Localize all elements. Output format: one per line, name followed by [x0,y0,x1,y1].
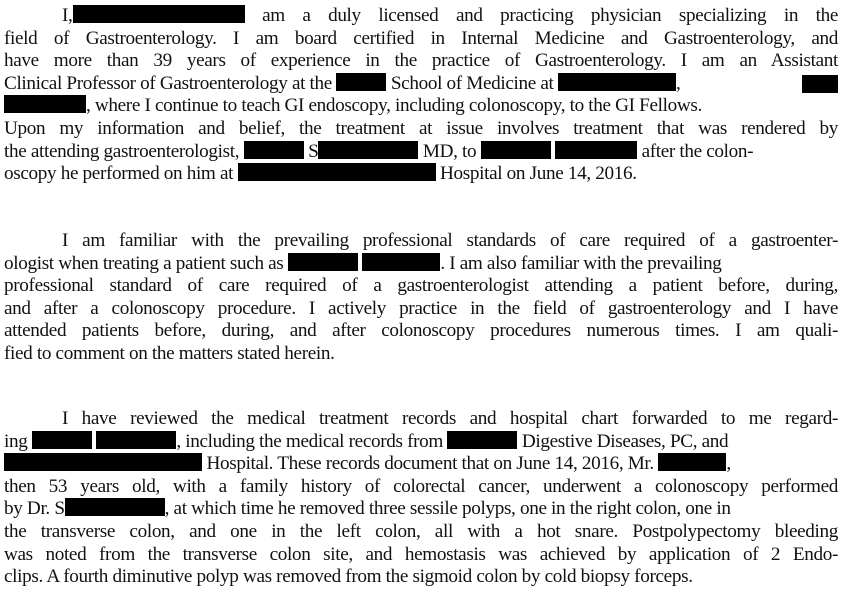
text-line [4,5,838,28]
text-fragment: Upon my information and belief, the treatment at issue involves treatment that was rendered by [4,117,838,139]
redaction-box [32,431,92,449]
text-fragment: fied to comment on the matters stated herein. [4,342,335,364]
text-fragment: Hospital. These records document that on June 14, 2016, Mr. [206,453,654,475]
text-fragment: MD, to [422,140,477,162]
text-line [4,566,838,589]
text-fragment: the transverse colon, and one in the left colon, all with a hot snare. Postpolypectomy bleeding [4,520,838,542]
redaction-box [318,141,418,159]
text-fragment: am a duly licensed and practicing physician specializing in the [262,5,839,26]
text-fragment: field of Gastroenterology. I am board certified in Internal Medicine and Gastroenterology, and [4,27,838,49]
redaction-box [96,431,176,449]
redaction-box [288,253,358,271]
text-line [4,95,838,118]
text-fragment: ing [4,430,28,452]
redaction-box [555,141,637,159]
paragraph-credentials [4,5,838,186]
text-fragment: S [308,140,319,162]
text-fragment: by Dr. S [4,498,65,520]
text-line [4,408,838,431]
text-fragment: , [726,453,731,475]
redaction-box [802,75,838,93]
text-line [4,431,838,454]
text-fragment: Clinical Professor of Gastroenterology at the [4,72,332,94]
text-fragment: I have reviewed the medical treatment records and hospital chart forwarded to me regard- [62,408,838,429]
text-fragment: School of Medicine at [390,72,554,94]
text-line [4,73,838,96]
text-fragment: Hospital on June 14, 2016. [440,163,637,185]
redaction-box [73,5,245,23]
redaction-box [558,73,676,91]
redaction-box [65,498,165,516]
text-line [4,275,838,298]
text-line [4,498,838,521]
text-fragment: the attending gastroenterologist, [4,140,240,162]
redaction-box [4,453,202,471]
redaction-box [4,95,86,113]
redaction-box [362,253,440,271]
paragraph-records-review [4,408,838,589]
text-fragment: was noted from the transverse colon site, and hemostasis was achieved by application of 2 Endo- [4,543,838,565]
text-line [4,141,838,164]
text-line [4,118,838,141]
text-fragment: then 53 years old, with a family history of colorectal cancer, underwent a colonoscopy performed [4,475,838,497]
text-fragment: ologist when treating a patient such as [4,252,284,274]
redaction-box [481,141,551,159]
text-line [4,50,838,73]
text-fragment: , [675,72,681,94]
text-fragment: , including the medical records from [176,430,443,452]
text-fragment: I, [62,5,73,26]
text-fragment: oscopy he performed on him at [4,163,234,185]
text-fragment: . I am also familiar with the prevailing [440,252,722,274]
text-fragment: , where I continue to teach GI endoscopy, including colonoscopy, to the GI Fellows. [86,95,702,117]
text-line [4,163,838,186]
text-fragment: I am familiar with the prevailing professional standards of care required of a gastroenter- [62,230,838,251]
text-line [4,521,838,544]
redaction-box [238,163,436,181]
text-fragment: clips. A fourth diminutive polyp was removed from the sigmoid colon by cold biopsy forceps. [4,566,693,588]
text-fragment: and after a colonoscopy procedure. I actively practice in the field of gastroenterology and I have [4,297,838,319]
text-line [4,544,838,567]
text-line [4,28,838,51]
redaction-box [658,453,726,471]
text-line [4,476,838,499]
text-fragment: attended patients before, during, and after colonoscopy procedures numerous times. I am quali- [4,320,838,342]
text-fragment: , at which time he removed three sessile polyps, one in the right colon, one in [164,498,731,520]
text-fragment: professional standard of care required of a gastroenterologist attending a patient before, during, [4,275,838,297]
text-line [4,453,838,476]
text-line [4,230,838,253]
text-fragment: after the colon- [641,140,754,162]
text-line [4,320,838,343]
redaction-box [447,431,517,449]
paragraph-familiarity [4,230,838,366]
redaction-box [336,73,386,91]
text-line [4,253,838,276]
text-fragment: have more than 39 years of experience in the practice of Gastroenterology. I am an Assistant [4,50,838,72]
redaction-box [244,141,304,159]
text-fragment: Digestive Diseases, PC, and [521,430,729,452]
text-line [4,343,838,366]
text-line [4,298,838,321]
